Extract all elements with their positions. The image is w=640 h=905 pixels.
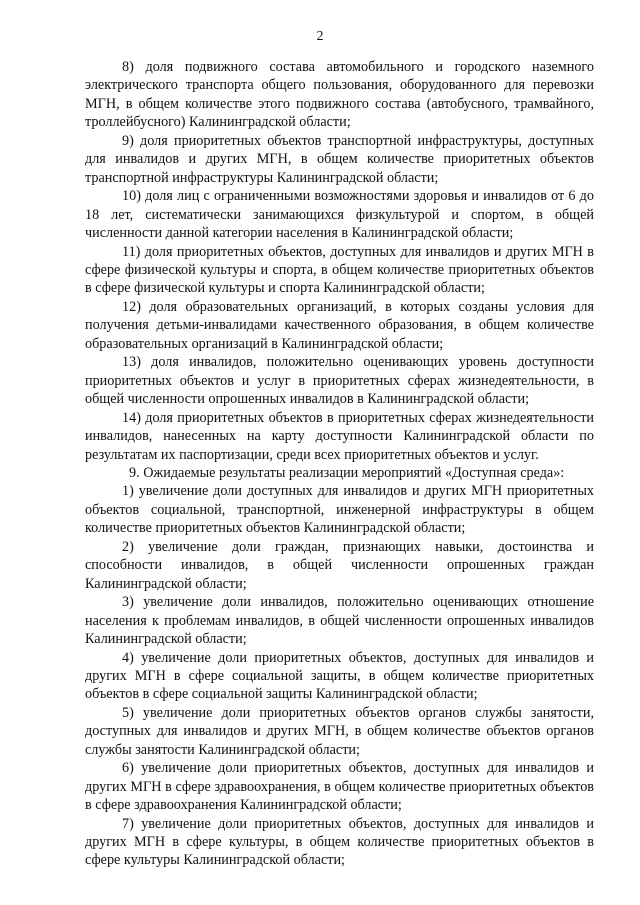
indicator-11: 11) доля приоритетных объектов, доступных для инвалидов и других МГН в сфере физической культуры и спорта, в общем количестве приоритетных объектов в сфере физической культуры и спорта Калининградской области; bbox=[85, 243, 594, 297]
document-body bbox=[85, 58, 594, 870]
result-7: 7) увеличение доли приоритетных объектов, доступных для инвалидов и других МГН в сфере культуры, в общем количестве приоритетных объектов в сфере культуры Калининградской области; bbox=[85, 815, 594, 869]
indicator-9: 9) доля приоритетных объектов транспортной инфраструктуры, доступных для инвалидов и других МГН, в общем количестве приоритетных объектов транспортной инфраструктуры Калининградской области; bbox=[85, 132, 594, 186]
result-2: 2) увеличение доли граждан, признающих навыки, достоинства и способности инвалидов, в общей численности опрошенных граждан Калининградской области; bbox=[85, 538, 594, 592]
section-9-heading: 9. Ожидаемые результаты реализации мероприятий «Доступная среда»: bbox=[129, 464, 565, 481]
result-1: 1) увеличение доли доступных для инвалидов и других МГН приоритетных объектов социальной, транспортной, инженерной инфраструктуры в общем количестве приоритетных объектов Калининградской области; bbox=[85, 483, 594, 537]
result-4: 4) увеличение доли приоритетных объектов, доступных для инвалидов и других МГН в сфере социальной защиты, в общем количестве приоритетных объектов в сфере социальной защиты Калининградской области; bbox=[85, 649, 594, 703]
indicator-14: 14) доля приоритетных объектов в приоритетных сферах жизнедеятельности инвалидов, нанесенных на карту доступности Калининградской области по результатам их паспортизации, среди всех приоритетных объектов и услуг. bbox=[85, 409, 594, 463]
indicator-12: 12) доля образовательных организаций, в которых созданы условия для получения детьми-инвалидами качественного образования, в общем количестве образовательных организаций в Калининградской области; bbox=[85, 298, 594, 352]
indicator-8: 8) доля подвижного состава автомобильного и городского наземного электрического транспорта общего пользования, оборудованного для перевозки МГН, в общем количестве этого подвижного состава (автобусного, трамвайного, троллейбусного) Калининградской области; bbox=[85, 59, 594, 131]
result-6: 6) увеличение доли приоритетных объектов, доступных для инвалидов и других МГН в сфере здравоохранения, в общем количестве приоритетных объектов в сфере здравоохранения Калининградской области; bbox=[85, 760, 594, 814]
page-number: 2 bbox=[316, 29, 324, 44]
indicator-13: 13) доля инвалидов, положительно оценивающих уровень доступности приоритетных объектов и услуг в приоритетных сферах жизнедеятельности, в общей численности опрошенных инвалидов в Калининградской области; bbox=[85, 354, 594, 408]
indicator-10: 10) доля лиц с ограниченными возможностями здоровья и инвалидов от 6 до 18 лет, систематически занимающихся физкультурой и спортом, в общей численности данной категории населения в Калининградской области; bbox=[85, 188, 594, 242]
result-3: 3) увеличение доли инвалидов, положительно оценивающих отношение населения к проблемам инвалидов, в общей численности опрошенных инвалидов Калининградской области; bbox=[85, 594, 594, 648]
result-5: 5) увеличение доли приоритетных объектов органов службы занятости, доступных для инвалидов и других МГН, в общем количестве объектов органов службы занятости Калининградской области; bbox=[85, 704, 594, 758]
